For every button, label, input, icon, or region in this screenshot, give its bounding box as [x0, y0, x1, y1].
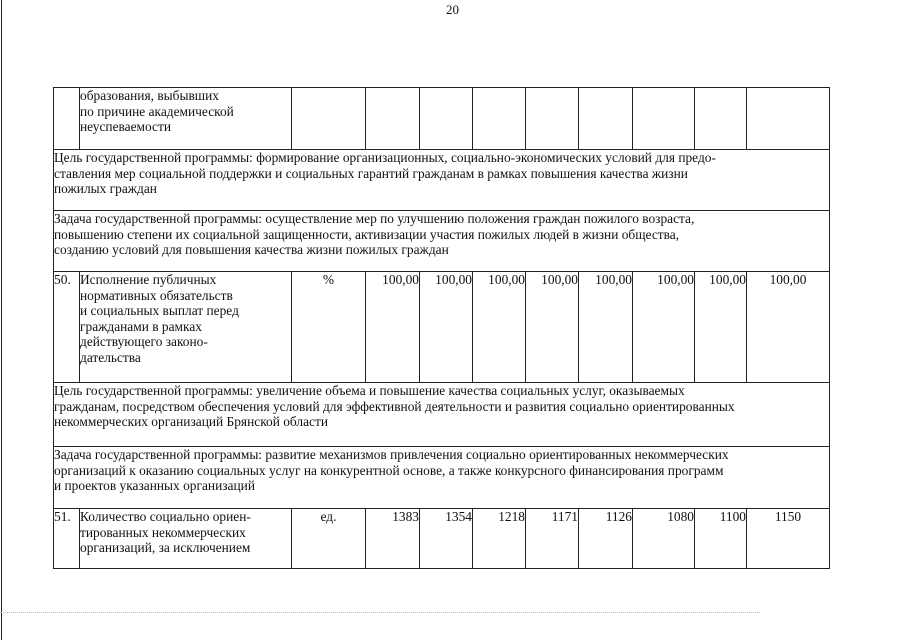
- value-cell: 100,00: [747, 272, 830, 383]
- value-cell: [526, 88, 579, 150]
- unit-cell: ед.: [292, 509, 366, 569]
- program-goal: Цель государственной программы: увеличение объема и повышение качества социальных услуг, оказываемых гражданам, посредством обеспечения условий для эффективной деятельности и развития социально ориентированных некоммерческих организаций Брянской области: [54, 383, 830, 447]
- value-cell: 1354: [420, 509, 473, 569]
- value-cell: [633, 88, 695, 150]
- value-cell: 1171: [526, 509, 579, 569]
- value-cell: [420, 88, 473, 150]
- unit-cell: [292, 88, 366, 150]
- task-row: [54, 211, 830, 272]
- value-cell: [579, 88, 633, 150]
- unit-cell: %: [292, 272, 366, 383]
- indicator-cell: Исполнение публичных нормативных обязательств и социальных выплат перед гражданами в рамках действующего законо- дательства: [80, 272, 292, 383]
- program-task: Задача государственной программы: развитие механизмов привлечения социально ориентированных некоммерческих организаций к оказанию социальных услуг на конкурентной основе, а также конкурсного финансирования программ и проектов указанных организаций: [54, 447, 830, 509]
- value-cell: 100,00: [695, 272, 747, 383]
- value-cell: [747, 88, 830, 150]
- row-number-cell: 50.: [54, 272, 80, 383]
- value-cell: 1100: [695, 509, 747, 569]
- value-cell: 1150: [747, 509, 830, 569]
- value-cell: 100,00: [633, 272, 695, 383]
- value-cell: [695, 88, 747, 150]
- row-number-cell: 51.: [54, 509, 80, 569]
- page-number: 20: [446, 2, 459, 17]
- value-cell: [366, 88, 420, 150]
- value-cell: 100,00: [473, 272, 526, 383]
- indicator-cell: Количество социально ориен- тированных некоммерческих организаций, за исключением: [80, 509, 292, 569]
- program-goal: Цель государственной программы: формирование организационных, социально-экономических условий для предо- ставления мер социальной поддержки и социальных гарантий гражданам в рамках повышения качества жизни пожилых граждан: [54, 150, 830, 211]
- value-cell: 100,00: [420, 272, 473, 383]
- table-row-50: [54, 272, 830, 383]
- scan-margin-line: [1, 0, 2, 640]
- goal-row: [54, 383, 830, 447]
- value-cell: 100,00: [366, 272, 420, 383]
- indicator-cell: образования, выбывших по причине академической неуспеваемости: [80, 88, 292, 150]
- scan-artifact-line: [0, 612, 760, 615]
- value-cell: [473, 88, 526, 150]
- value-cell: 1218: [473, 509, 526, 569]
- task-row: [54, 447, 830, 509]
- value-cell: 1080: [633, 509, 695, 569]
- goal-row: [54, 150, 830, 211]
- table-row-continuation: [54, 88, 830, 150]
- value-cell: 100,00: [526, 272, 579, 383]
- row-number-cell: [54, 88, 80, 150]
- table-row-51: [54, 509, 830, 569]
- indicators-table: [53, 87, 830, 569]
- value-cell: 100,00: [579, 272, 633, 383]
- value-cell: 1383: [366, 509, 420, 569]
- program-task: Задача государственной программы: осуществление мер по улучшению положения граждан пожилого возраста, повышению степени их социальной защищенности, активизации участия пожилых людей в жизни общества, созданию условий для повышения качества жизни пожилых граждан: [54, 211, 830, 272]
- value-cell: 1126: [579, 509, 633, 569]
